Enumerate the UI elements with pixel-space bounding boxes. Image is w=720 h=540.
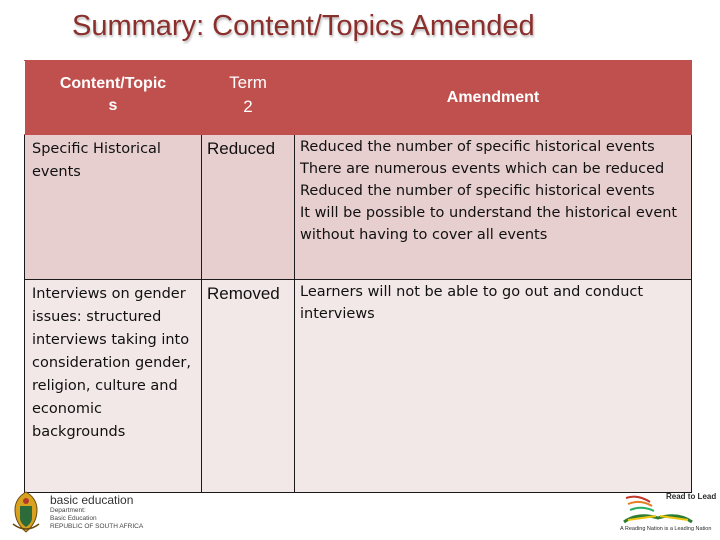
row2-content-line: religion, culture and bbox=[32, 378, 178, 394]
row1-amendment-line: There are numerous events which can be reduced bbox=[300, 161, 665, 177]
coat-of-arms-icon bbox=[10, 490, 42, 534]
row1-amendment-cell bbox=[295, 135, 692, 280]
header-content-line2: s bbox=[108, 97, 118, 114]
basic-education-logo bbox=[10, 490, 143, 534]
header-term-line2: 2 bbox=[243, 97, 253, 116]
row2-amendment-line: interviews bbox=[300, 306, 375, 322]
row2-amendment-line: Learners will not be able to go out and conduct bbox=[300, 284, 644, 300]
row2-content-line: consideration gender, bbox=[32, 355, 191, 371]
read-to-lead-tagline: A Reading Nation is a Leading Nation bbox=[620, 526, 712, 532]
header-content-topics bbox=[25, 61, 202, 135]
row1-content-line: events bbox=[32, 164, 81, 180]
dept-title: basic education bbox=[50, 493, 134, 507]
header-term-line1: Term bbox=[229, 73, 267, 92]
table-row bbox=[25, 135, 692, 280]
table-row bbox=[25, 280, 692, 493]
row2-content-line: issues: structured bbox=[32, 309, 162, 325]
row1-content-line: Specific Historical bbox=[32, 141, 161, 157]
amendments-table bbox=[24, 60, 692, 493]
row1-amendment-line: It will be possible to understand the historical event bbox=[300, 205, 678, 221]
slide-title: Summary: Content/Topics Amended bbox=[72, 10, 535, 42]
row1-amendment-line: without having to cover all events bbox=[300, 227, 548, 243]
header-content-line1: Content/Topic bbox=[59, 75, 167, 92]
dept-line: Department: bbox=[50, 507, 86, 514]
row2-amendment-cell bbox=[295, 280, 692, 493]
row2-content-line: backgrounds bbox=[32, 424, 126, 440]
read-to-lead-title: Read to Lead bbox=[666, 492, 717, 501]
row1-term-cell: Reduced bbox=[202, 135, 295, 280]
row2-content-line: interviews taking into bbox=[32, 332, 190, 348]
read-to-lead-logo bbox=[614, 490, 717, 539]
row1-amendment-line: Reduced the number of specific historical events bbox=[300, 183, 655, 199]
table-header-row bbox=[25, 61, 692, 135]
dept-line: Basic Education bbox=[50, 515, 97, 522]
row2-term-cell: Removed bbox=[202, 280, 295, 493]
dept-line: REPUBLIC OF SOUTH AFRICA bbox=[50, 523, 144, 530]
row2-content-line: economic bbox=[32, 401, 102, 417]
header-amendment: Amendment bbox=[295, 61, 692, 135]
row1-amendment-line: Reduced the number of specific historical events bbox=[300, 139, 655, 155]
row2-content-line: Interviews on gender bbox=[32, 286, 186, 302]
row1-content-cell bbox=[25, 135, 202, 280]
header-term bbox=[202, 61, 295, 135]
row2-content-cell bbox=[25, 280, 202, 493]
